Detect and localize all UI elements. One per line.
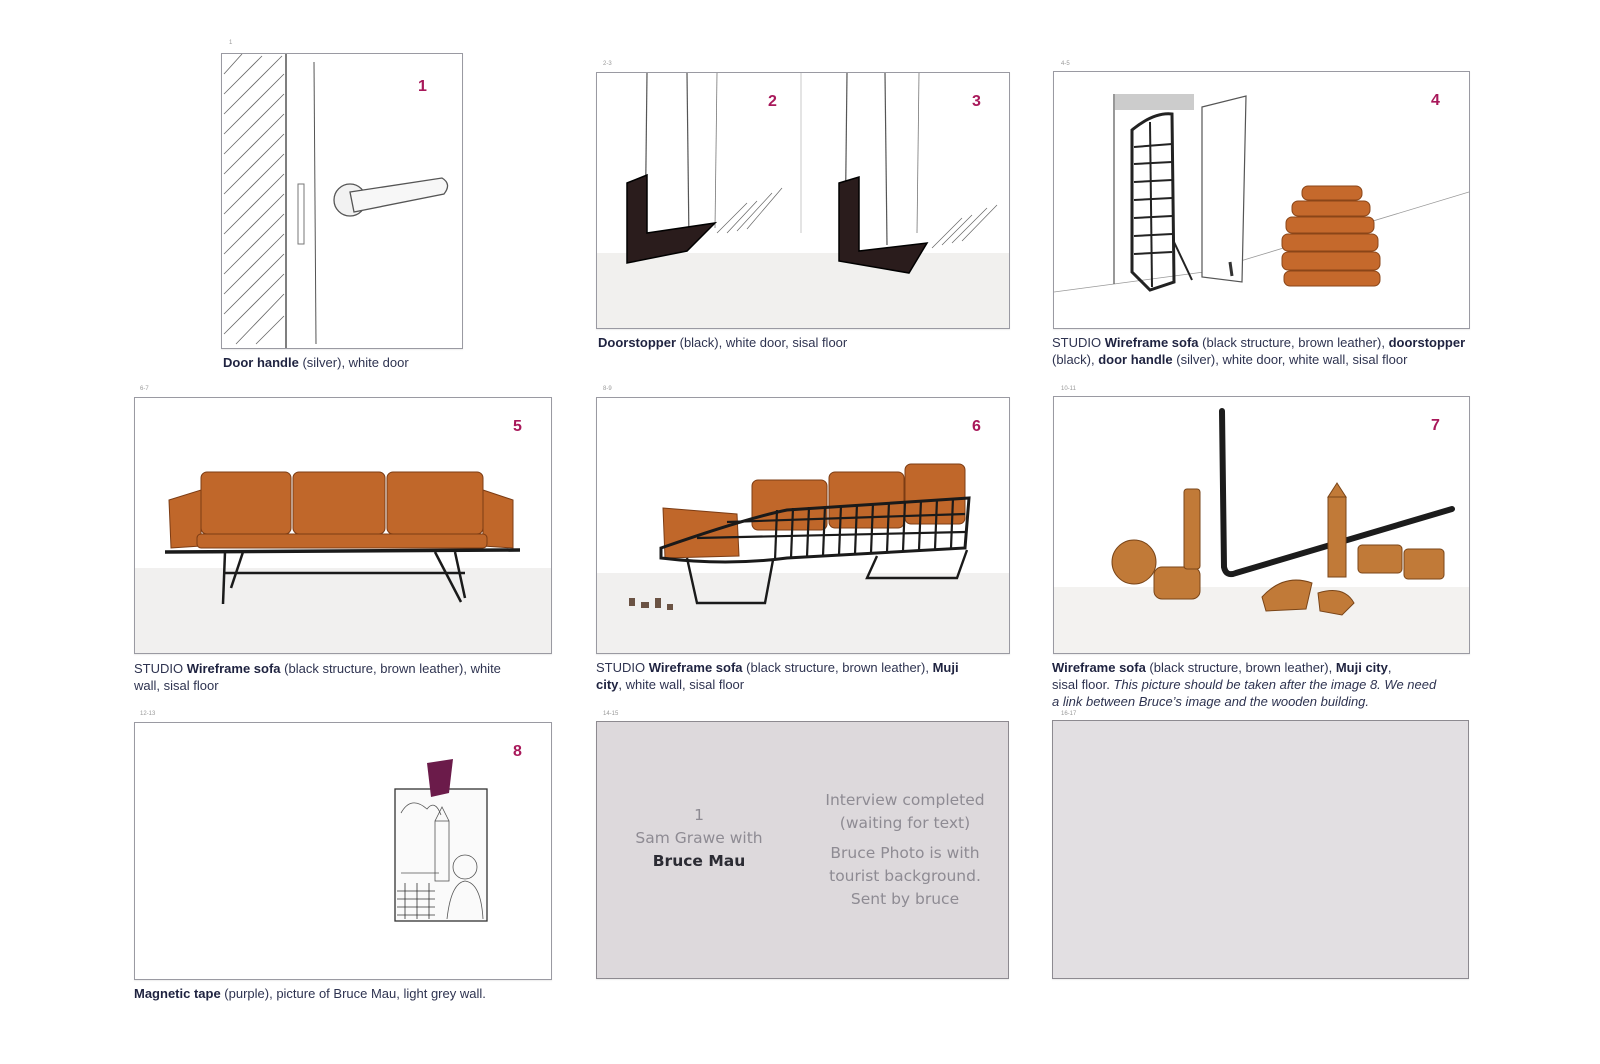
page-ref: 16-17 xyxy=(1061,711,1077,717)
page-ref: 4-5 xyxy=(1061,61,1070,67)
wireframe-sofa-angle-sketch xyxy=(597,398,1009,653)
caption-6: STUDIO Wireframe sofa (black structure, brown leather), Muji city, white wall, sisal floor xyxy=(596,660,959,692)
caption-4: STUDIO Wireframe sofa (black structure, brown leather), doorstopper (black), door handle (silver), white door, white wall, sisal floor xyxy=(1052,335,1466,367)
door-handle-sketch xyxy=(222,54,462,348)
panel-number: 6 xyxy=(972,418,981,435)
storyboard-panel-6 xyxy=(596,397,1010,654)
storyboard-panel-5 xyxy=(134,397,552,654)
page-ref: 8-9 xyxy=(603,386,612,392)
interview-name: Bruce Mau xyxy=(652,852,746,870)
sofa-door-sketch xyxy=(1054,72,1469,328)
bruce-photo-sketch xyxy=(135,723,551,979)
caption-5: STUDIO Wireframe sofa (black structure, brown leather), white wall, sisal floor xyxy=(134,661,501,693)
caption-7: Wireframe sofa (black structure, brown leather), Muji city, sisal floor. This picture should be taken after the image 8. We need a link between Bruce’s image and the wooden building. xyxy=(1052,660,1437,709)
interview-number: 1 xyxy=(694,806,704,824)
page-ref: 6-7 xyxy=(140,386,149,392)
storyboard-panel-4 xyxy=(1053,71,1470,329)
interview-subtitle: Sam Grawe with xyxy=(635,829,763,847)
caption-2-3: Doorstopper (black), white door, sisal floor xyxy=(598,335,848,350)
interview-title xyxy=(617,804,781,873)
page-ref: 12-13 xyxy=(140,711,156,717)
page-ref: 2-3 xyxy=(603,61,612,67)
wireframe-sofa-front-sketch xyxy=(135,398,551,653)
caption-8: Magnetic tape (purple), picture of Bruce Mau, light grey wall. xyxy=(134,986,486,1001)
storyboard-panel-7 xyxy=(1053,396,1470,654)
interview-status: Interview completed (waiting for text) Bruce Photo is with tourist background. Sent by bruce xyxy=(825,791,985,908)
doorstopper-sketch xyxy=(597,73,1009,328)
panel-number: 7 xyxy=(1431,417,1440,434)
storyboard-panel-2-3 xyxy=(596,72,1010,329)
page-ref: 10-11 xyxy=(1061,386,1076,392)
panel-number: 1 xyxy=(418,78,427,95)
storyboard-panel-1 xyxy=(221,53,463,349)
panel-number: 3 xyxy=(972,93,981,110)
panel-number: 5 xyxy=(513,418,522,435)
panel-number: 8 xyxy=(513,743,522,760)
caption-1: Door handle (silver), white door xyxy=(223,355,409,370)
storyboard-panel-8 xyxy=(134,722,552,980)
empty-panel xyxy=(1052,720,1469,979)
panel-number: 4 xyxy=(1431,92,1440,109)
page-ref: 14-15 xyxy=(603,711,619,717)
interview-note-panel xyxy=(596,721,1009,979)
muji-city-sketch xyxy=(1054,397,1469,653)
page-ref: 1 xyxy=(229,40,233,46)
panel-number: 2 xyxy=(768,93,777,110)
